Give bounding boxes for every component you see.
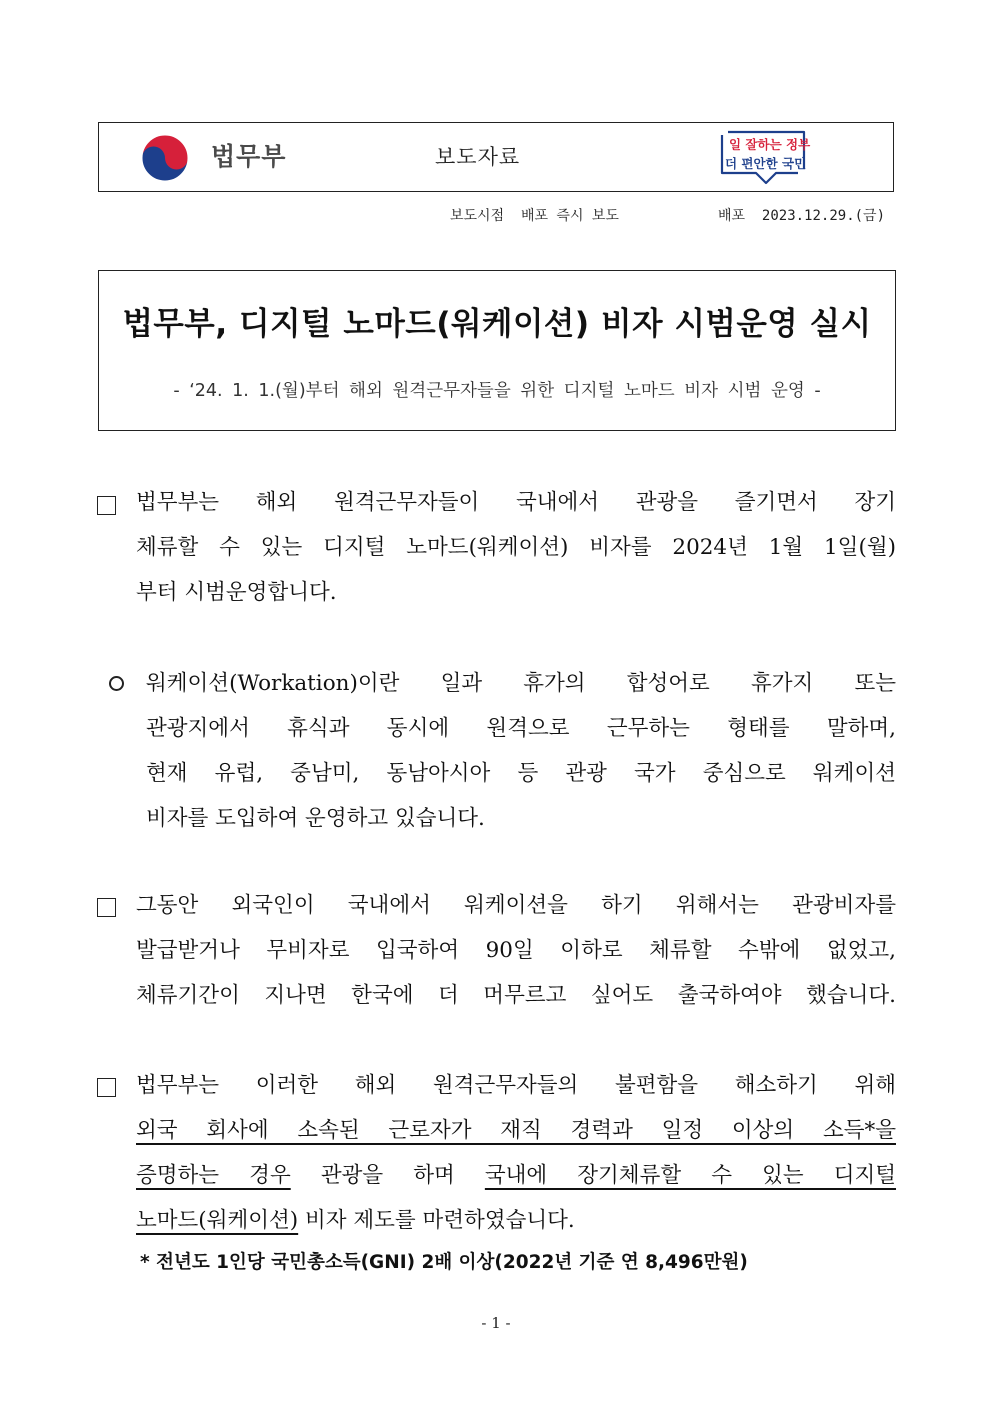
paragraph-2 [146, 661, 896, 841]
paragraph-2-line: 비자를 도입하여 운영하고 있습니다. [146, 806, 485, 831]
taegeuk-emblem-icon [139, 133, 199, 183]
plain-text: 관광을 하며 [290, 1163, 485, 1188]
underlined-text: 증명하는 경우 [136, 1163, 291, 1188]
subtitle: - ‘24. 1. 1.(월)부터 해외 원격근무자들을 위한 디지털 노마드 비자 시범 운영 - [173, 381, 821, 401]
paragraph-1-line: 법무부는 해외 원격근무자들이 국내에서 관광을 즐기면서 장기 [136, 490, 896, 515]
press-release-header [98, 122, 894, 192]
income-footnote: * 전년도 1인당 국민총소득(GNI) 2배 이상(2022년 기준 연 8,496만원) [140, 1252, 748, 1273]
paragraph-2-line: 관광지에서 휴식과 동시에 원격으로 근무하는 형태를 말하며, [146, 716, 896, 741]
underlined-text: 국내에 장기체류할 수 있는 디지털 [484, 1163, 897, 1188]
checkbox-bullet-icon [97, 898, 116, 917]
paragraph-2-line: 현재 유럽, 중남미, 동남아시아 등 관광 국가 중심으로 워케이션 [146, 761, 896, 786]
release-date: 배포 2023.12.29.(금) [718, 208, 886, 224]
paragraph-1 [136, 480, 896, 615]
underlined-text: 노마드(워케이션) [136, 1208, 299, 1233]
press-release-label: 보도자료 [435, 145, 521, 169]
paragraph-1-line: 부터 시범운영합니다. [136, 580, 337, 605]
paragraph-2-line: 워케이션(Workation)이란 일과 휴가의 합성어로 휴가지 또는 [146, 671, 896, 696]
page-title: 법무부, 디지털 노마드(워케이션) 비자 시범운영 실시 [122, 306, 872, 342]
paragraph-4-line: 법무부는 이러한 해외 원격근무자들의 불편함을 해소하기 위해 [136, 1073, 896, 1098]
checkbox-bullet-icon [97, 496, 116, 515]
ministry-logo [139, 133, 299, 183]
slogan-line-1: 일 잘하는 정부 [729, 137, 811, 152]
page-number: - 1 - [481, 1314, 511, 1332]
paragraph-4-line-4 [136, 1198, 896, 1243]
paragraph-3-line: 그동안 외국인이 국내에서 워케이션을 하기 위해서는 관광비자를 [136, 893, 896, 918]
release-timing: 보도시점 배포 즉시 보도 [450, 208, 619, 224]
paragraph-3-line: 체류기간이 지나면 한국에 더 머무르고 싶어도 출국하여야 했습니다. [136, 983, 896, 1008]
paragraph-4-underlined-line: 외국 회사에 소속된 근로자가 재직 경력과 일정 이상의 소득*을 [136, 1118, 896, 1143]
ministry-name: 법무부 [211, 142, 287, 171]
government-slogan-logo [716, 129, 816, 187]
circle-bullet-icon [109, 676, 124, 691]
paragraph-1-line: 체류할 수 있는 디지털 노마드(워케이션) 비자를 2024년 1월 1일(월) [136, 535, 896, 560]
plain-text: 비자 제도를 마련하였습니다. [298, 1208, 575, 1233]
headline-box [98, 270, 896, 431]
paragraph-3 [136, 883, 896, 1018]
paragraph-4-line-3 [136, 1153, 896, 1198]
paragraph-3-line: 발급받거나 무비자로 입국하여 90일 이하로 체류할 수밖에 없었고, [136, 938, 896, 963]
paragraph-4 [136, 1063, 896, 1243]
slogan-line-2: 더 편안한 국민 [725, 156, 807, 171]
checkbox-bullet-icon [97, 1078, 116, 1097]
